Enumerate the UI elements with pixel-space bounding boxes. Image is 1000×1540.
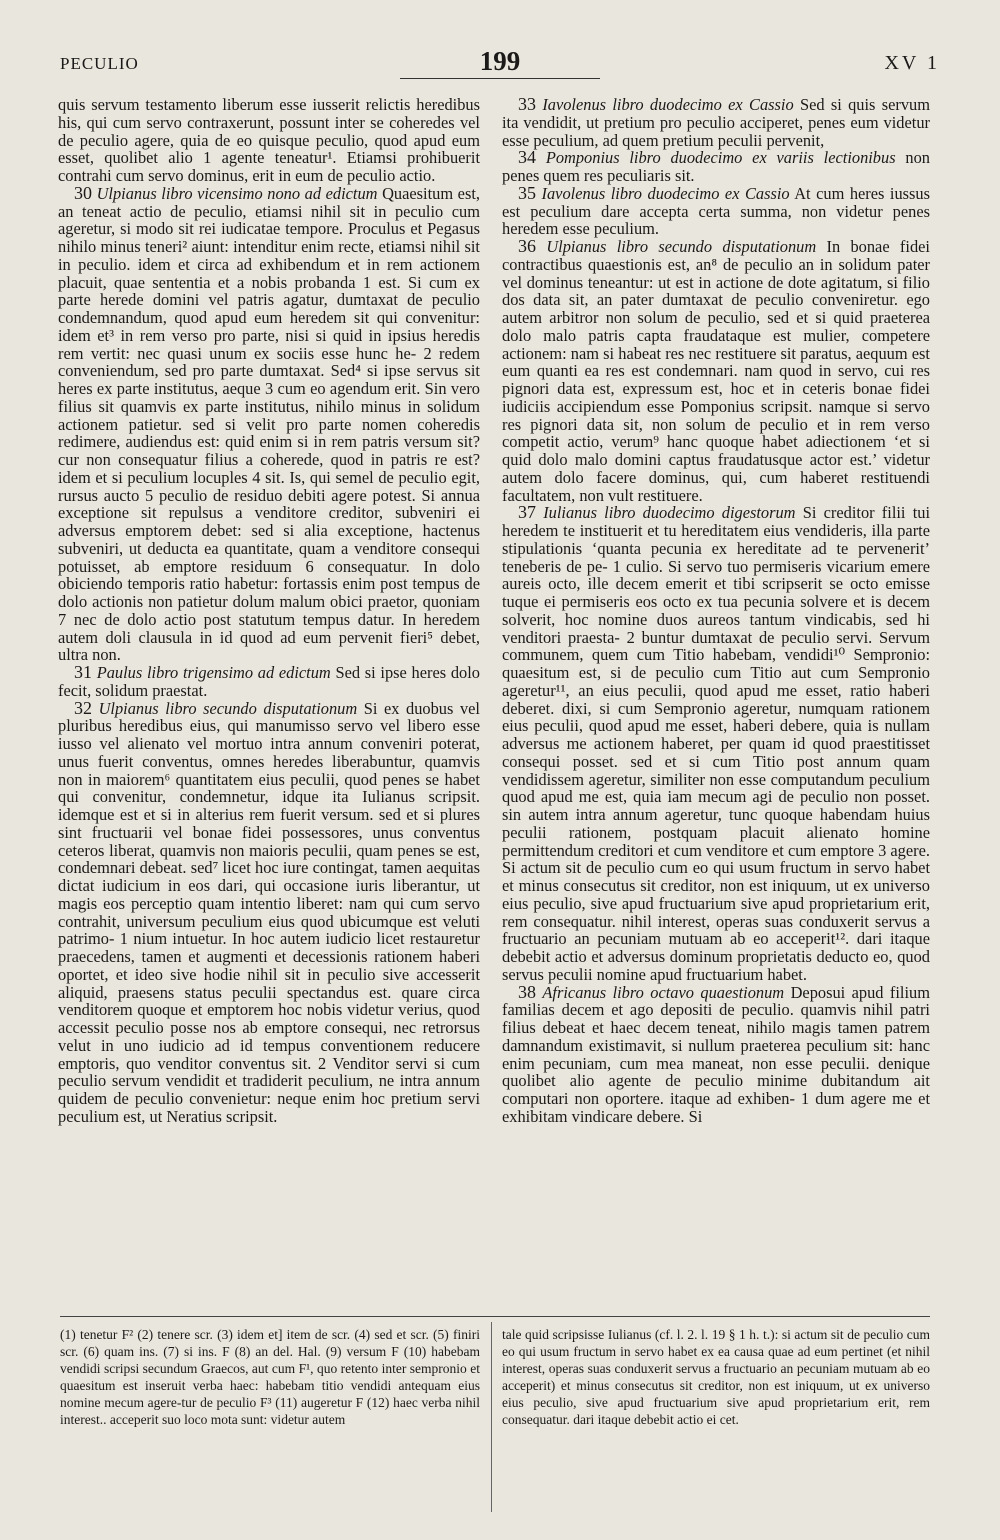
section-inscription: Ulpianus libro vicensimo nono ad edictum	[96, 183, 378, 203]
footnote-column-divider	[491, 1322, 492, 1512]
section-inscription: Ulpianus libro secundo disputationum	[546, 237, 817, 256]
paragraph-section	[58, 96, 480, 185]
section-text: Deposui apud filium familias decem et ago depositi de peculio. quamvis nihil patri filius debeat et haec decem teneat, nihilo magis tamen patrem damnandum existimavit, si nullum praeterea peculium sit: hanc enim pecuniam, cum mea maneat, non esse peculii. denique quolibet alio agente de peculio minime dubitandum ait computari non oportere. itaque ad exhiben- 1 dum agere me et exhibitam vindicare debere. Si	[502, 982, 930, 1126]
page-number: 199	[479, 46, 521, 76]
section-number: 37	[518, 502, 536, 523]
section-text: Quaesitum est, an teneat actio de peculio, etiamsi nihil sit in peculio cum ageretur, si modo sit rei iudicatae tempore. Proculus et Pegasus nihilo minus teneri² aiunt: intenditur enim recte, etiamsi nihil sit in peculio. idem et circa ad exhibendum et in rem actionem placuit, quae sententia et a nobis probanda 1 est. Si cum ex parte herede domini vel patris agatur, dumtaxat de peculio condemnandum, quod apud eum heredem sit qui convenitur: idem et³ in rem verso pro parte, nisi si quid in ipsius heredis rem vertit: nec quasi unum ex sociis esse hunc he- 2 redem conveniendum, sed pro parte dumtaxat. Sed⁴ si ipse servus sit heres ex parte institutus, aeque 3 cum eo agendum erit. Sin vero filius sit quamvis ex parte institutus, nihilo minus in solidum actionem patietur. sed si velit pro parte nomen coheredis redimere, audiendus est: quid enim si in rem patris versum sit? cur non consequatur filius a coherede, quod in patris re est? idem et si peculium locuples 4 sit. Is, qui semel de peculio egit, rursus aucto 5 peculio de residuo debiti agere potest. Si annua exceptione sit repulsus a venditore creditor, subveniri ei adversus emptorem debet: sed si alia exceptione, hactenus subveniri, ut deducta ea quantitate, quam a venditore consequi potuisset, ab emptore residuum 6 consequatur. In dolo obiciendo temporis ratio habetur: fortassis enim post tempus de dolo actionis non patietur dolum malum obici praetor, quoniam 7 nec de dolo actio post statutum tempus datur. In heredem autem doli clausula in id quod ad eum pervenit fieri⁵ debet, ultra non.	[58, 183, 480, 665]
section-text: In bonae fidei contractibus quaestionis est, an⁸ de peculio an in solidum pater vel dominus teneantur: ut est in actione de dote agitatum, si filio dos data sit, an pater dumtaxat de peculio conveniretur. ego autem arbitror non solum de peculio, sed et si quid praeterea dolo malo patris capta fraudataque est mulier, competere actionem: nam si habeat res nec restituere sit paratus, aequum est eum quanti ea res est condemnari. nam quod in servo, cui res pignori data est, expressum est, hoc et in ceteris bonae fidei iudiciis accipiendum esse Pomponius scripsit. namque si servo res pignori data sit, non solum de peculio et in rem verso competit actio, verum⁹ hanc quoque habet adiectionem ‘et si quid dolo malo domini captus fraudatusque actor est.’ videtur autem dolo facere dominus, qui, cum haberet restituendi facultatem, non vult restituere.	[502, 237, 930, 505]
section-number: 34	[518, 147, 536, 168]
section-text: Si ex duobus vel pluribus heredibus eius, qui manumisso servo vel libero esse iusso vel alienato vel mortuo intra annum conveniri poterat, unus fuerit conventus, omnes heredes liberabuntur, quamvis non in maiorem⁶ quantitatem eius peculii, quod penes se habet qui convenitur, condemnetur, idque ita Iulianus scripsit. idemque est et si in alterius rem fuerit versum. sed et si plures sint fructuarii vel bonae fidei possessores, unus conventus ceteros liberat, quamvis non maioris peculii, quam penes se est, condemnari debeat. sed⁷ licet hoc iure contingat, tamen aequitas dictat iudicium in eos dari, qui occasione iuris liberantur, ut magis eos perceptio quam intentio liberet: nam qui cum servo contrahit, universum peculium eius quod ubicumque est veluti patrimo- 1 nium intuetur. In hoc autem iudicio licet restauretur praecedens, tamen et augmenti et decessionis rationem haberi oportet, et ideo sive hodie nihil sit in peculio sive accesserit aliquid, praesens status peculii spectandus est. quare circa venditorem quoque et emptorem hoc nobis videtur verius, quod accessit peculio posse nos ab emptore consequi, nec retrorsus velut in uno iudicio ad id tempus conventionem reducere emptoris, quo venditor conventus sit. 2 Venditor servi si cum peculio servum vendidit et tradiderit peculium, ne intra annum quidem de peculio convenietur: neque enim hoc pretium servi peculium est, ut Neratius scripsit.	[58, 698, 480, 1126]
paragraph-section	[58, 664, 480, 700]
paragraph-section	[502, 96, 930, 149]
footnotes-left	[60, 1326, 480, 1428]
footnotes-right	[502, 1326, 930, 1428]
right-text-column	[502, 96, 930, 1311]
section-inscription: Iavolenus libro duodecimo ex Cassio	[542, 96, 794, 114]
paragraph-section	[502, 238, 930, 504]
paragraph-section	[502, 504, 930, 983]
section-inscription: Africanus libro octavo quaestionum	[542, 982, 785, 1002]
paragraph-section	[502, 981, 930, 1126]
paragraph-section	[502, 182, 930, 239]
section-text: Sed si quis servum ita vendidit, ut pretium pro peculio acciperet, penes eum videtur esse peculium, ad quem pretium peculii pervenit,	[502, 96, 930, 150]
footnote-text-right: tale quid scripsisse Iulianus (cf. l. 2. l. 19 § 1 h. t.): si actum sit de peculio cum eo qui usum fructum in servo habet ex ea causa quae ad eum pertinet (et nihil interest, operas suas conduxerit servus a fructuario an pecuniam mutuam ab eo acceperit) et minus consecutus sit creditor, non est iniquum, ut ex universo eius peculio, sive apud fructuarium sive apud proprietarium erit, rem consequatur. dari itaque debebit actio ei cet.	[502, 1327, 930, 1427]
section-inscription: Iulianus libro duodecimo digestorum	[543, 503, 796, 523]
paragraph-section	[58, 697, 480, 1126]
section-text: Sed si ipse heres dolo fecit, solidum praestat.	[58, 663, 480, 700]
section-number: 32	[74, 697, 92, 718]
paragraph-section	[502, 149, 930, 185]
section-text: At cum heres iussus est peculium dare accepta certa summa, non videtur penes heredem esse peculium.	[502, 183, 930, 239]
section-text: Si creditor filii tui heredem te instituerit et tu hereditatem eius vendideris, illa parte stipulationis ‘quanta pecunia ex hereditate ad te pervenerit’ teneberis de pe- 1 culio. Si servo tuo permiseris vicarium emere aureis octo, ille decem emerit et tibi scripserit se octo emisse tuque ei permiseris eos octo ex tua pecunia solvere et is decem solverit, hoc nomine duos aureos tantum vindicabis, sed hi venditori praesta- 2 buntur dumtaxat de peculio servi. Servum communem, quem cum Titio habebam, vendidi¹⁰ Sempronio: quaesitum est, si de peculio cum Titio aut cum Sempronio ageretur¹¹, an eius peculii, quod apud me esset, ratio haberi deberet. dixi, si cum Sempronio ageretur, numquam rationem eius peculii, quod apud me esset, haberi debere, quia is nullam adversus me actionem haberet, per quam id quod praestitisset consequi posset. sed et si cum Titio post annum quam vendidissem ageretur, similiter non esse computandum peculium quod apud me est, quia iam mecum agi de peculio non posset. sin autem intra annum ageretur, tunc quoque habendam huius peculii rationem, postquam placuit alienato homine permittendum creditori et cum venditore et cum emptore 3 agere. Si actum sit de peculio cum eo qui usum fructum in servo habet et minus consecutus sit creditor, non est iniquum, ut ex universo eius peculio, sive apud fructuarium sive apud proprietarium erit, rem consequatur. nihil interest, operas suas conduxerit servus a fructuario an pecuniam mutuam ab eo acceperit¹². dari itaque debebit actio et adversus dominum proprietatis deducto eo, quod servus peculii nomine apud fructuarium habet.	[502, 503, 930, 984]
section-inscription: Paulus libro trigensimo ad edictum	[96, 663, 331, 682]
section-text: quis servum testamento liberum esse iusserit relictis heredibus his, qui cum servo contraxerunt, possunt inter se coheredes vel de peculio agere, quia de eo quisque peculio, quod apud eum esset, quolibet alio 1 agente teneatur¹. Etiamsi prohibuerit contrahi cum servo dominus, erit in eum de peculio actio.	[58, 96, 480, 185]
book-title-reference: XV 1	[884, 52, 940, 74]
paragraph-section	[58, 182, 480, 665]
section-number: 38	[518, 981, 536, 1002]
section-inscription: Ulpianus libro secundo disputationum	[98, 698, 358, 718]
left-text-column	[58, 96, 480, 1311]
footnote-rule	[60, 1316, 930, 1317]
section-text: non penes quem res peculiaris sit.	[502, 148, 930, 185]
page-number-rule	[400, 78, 600, 79]
section-number: 31	[74, 662, 92, 682]
section-number: 36	[518, 236, 536, 256]
section-inscription: Pomponius libro duodecimo ex variis lectionibus	[545, 148, 896, 168]
running-head-title: PECULIO	[60, 54, 139, 73]
running-head	[60, 44, 940, 84]
footnote-text-left: (1) tenetur F² (2) tenere scr. (3) idem et] item de scr. (4) sed et scr. (5) finiri scr. (6) quam ins. (7) si ins. F (8) an del. Hal. (9) versum F (10) habebam vendidi scripsi secundum Graecos, aut cum F¹, quo retento inter sempronio et quaesitum est inseruit verba haec: habebam titio vendidi antequam eius nomine mecum agere-tur de peculio F³ (11) augeretur F (12) haec verba nihil interest.. acceperit suo loco mota sunt: videtur autem	[60, 1327, 480, 1427]
section-number: 30	[74, 182, 92, 203]
section-number: 35	[518, 182, 536, 203]
section-number: 33	[518, 96, 536, 114]
section-inscription: Iavolenus libro duodecimo ex Cassio	[541, 183, 790, 203]
